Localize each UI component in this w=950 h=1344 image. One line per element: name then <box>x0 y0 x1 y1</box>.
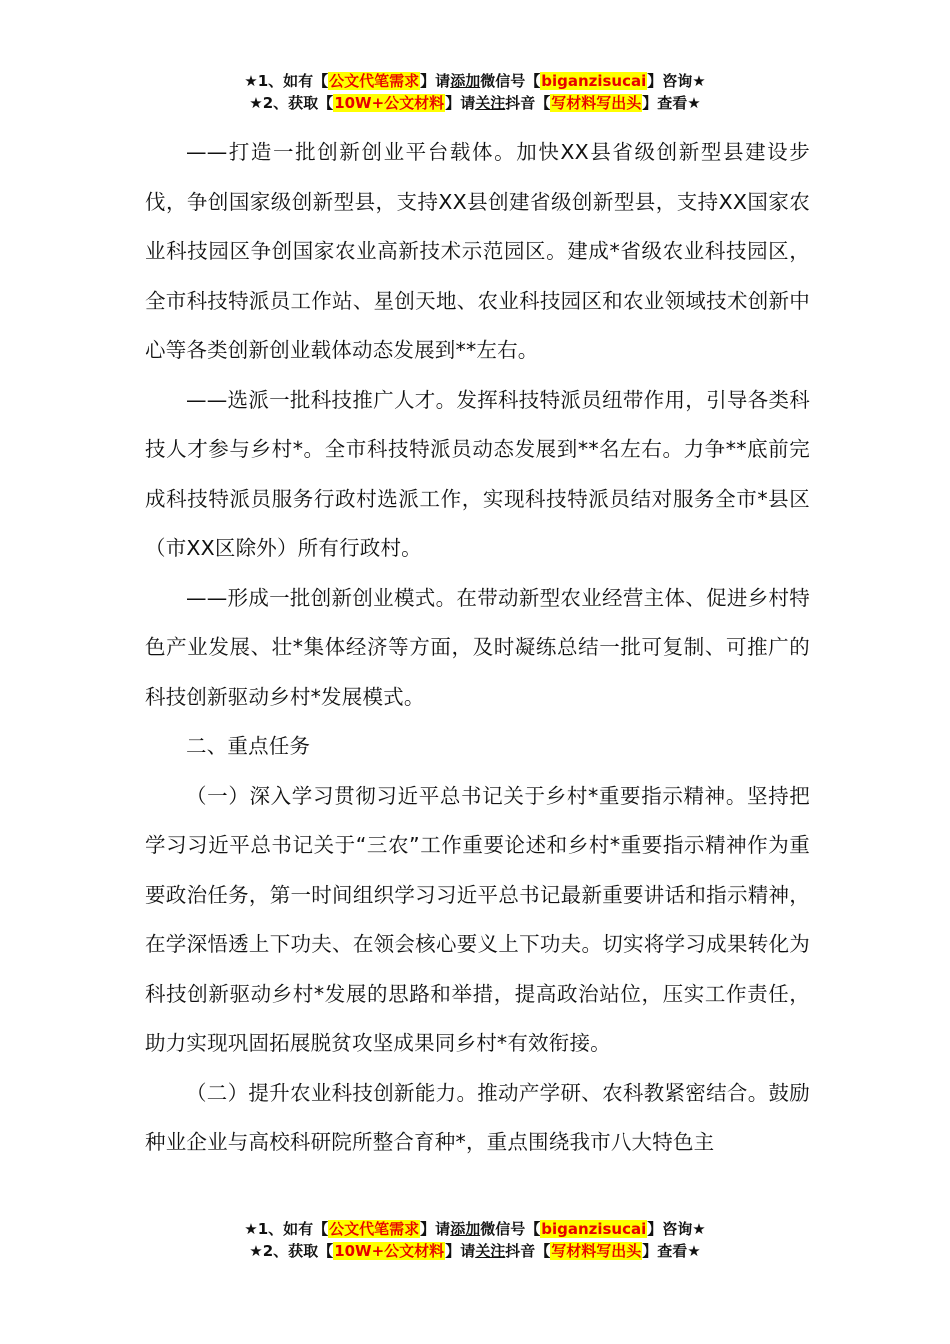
paragraph-platforms: ——打造一批创新创业平台载体。加快XX县省级创新型县建设步伐，争创国家级创新型县，支持XX县创建省级创新型县，支持XX国家农业科技园区争创国家农业高新技术示范园区。建成*省级农业科技园区，全市科技特派员工作站、星创天地、农业科技园区和农业领域技术创新中心等各类创新创业载体动态发展到**左右。 <box>145 140 810 362</box>
banner-line-2: ★2、获取【10W+公文材料】请关注抖音【写材料写出头】查看★ <box>249 1242 701 1260</box>
section-heading: 二、重点任务 <box>186 734 311 758</box>
highlight-service: 公文代笔需求 <box>329 72 420 90</box>
highlight-wechat-id: biganzisucai <box>541 72 647 90</box>
paragraph-models: ——形成一批创新创业模式。在带动新型农业经营主体、促进乡村特色产业发展、壮*集体经济等方面，及时凝练总结一批可复制、可推广的科技创新驱动乡村*发展模式。 <box>145 585 810 709</box>
header-banner <box>0 70 950 114</box>
highlight-douyin-account: 写材料写出头 <box>551 94 642 112</box>
footer-banner <box>0 1218 950 1262</box>
document-body <box>145 128 810 1168</box>
banner-line-1: ★1、如有【公文代笔需求】请添加微信号【biganzisucai】咨询★ <box>244 72 706 90</box>
highlight-wechat-id: biganzisucai <box>541 1220 647 1238</box>
highlight-materials: 10W+公文材料 <box>334 94 445 112</box>
paragraph-talent: ——选派一批科技推广人才。发挥科技特派员纽带作用，引导各类科技人才参与乡村*。全市科技特派员动态发展到**名左右。力争**底前完成科技特派员服务行政村选派工作，实现科技特派员结对服务全市*县区（市XX区除外）所有行政村。 <box>145 387 810 560</box>
banner-line-1: ★1、如有【公文代笔需求】请添加微信号【biganzisucai】咨询★ <box>244 1220 706 1238</box>
banner-line-2: ★2、获取【10W+公文材料】请关注抖音【写材料写出头】查看★ <box>249 94 701 112</box>
paragraph-task-1: （一）深入学习贯彻习近平总书记关于乡村*重要指示精神。坚持把学习习近平总书记关于“三农”工作重要论述和乡村*重要指示精神作为重要政治任务，第一时间组织学习习近平总书记最新重要讲话和指示精神，在学深悟透上下功夫、在领会核心要义上下功夫。切实将学习成果转化为科技创新驱动乡村*发展的思路和举措，提高政治站位，压实工作责任，助力实现巩固拓展脱贫攻坚成果同乡村*有效衔接。 <box>145 783 810 1055</box>
highlight-service: 公文代笔需求 <box>329 1220 420 1238</box>
highlight-douyin-account: 写材料写出头 <box>551 1242 642 1260</box>
highlight-materials: 10W+公文材料 <box>334 1242 445 1260</box>
paragraph-task-2: （二）提升农业科技创新能力。推动产学研、农科教紧密结合。鼓励种业企业与高校科研院所整合育种*，重点围绕我市八大特色主 <box>145 1080 810 1154</box>
